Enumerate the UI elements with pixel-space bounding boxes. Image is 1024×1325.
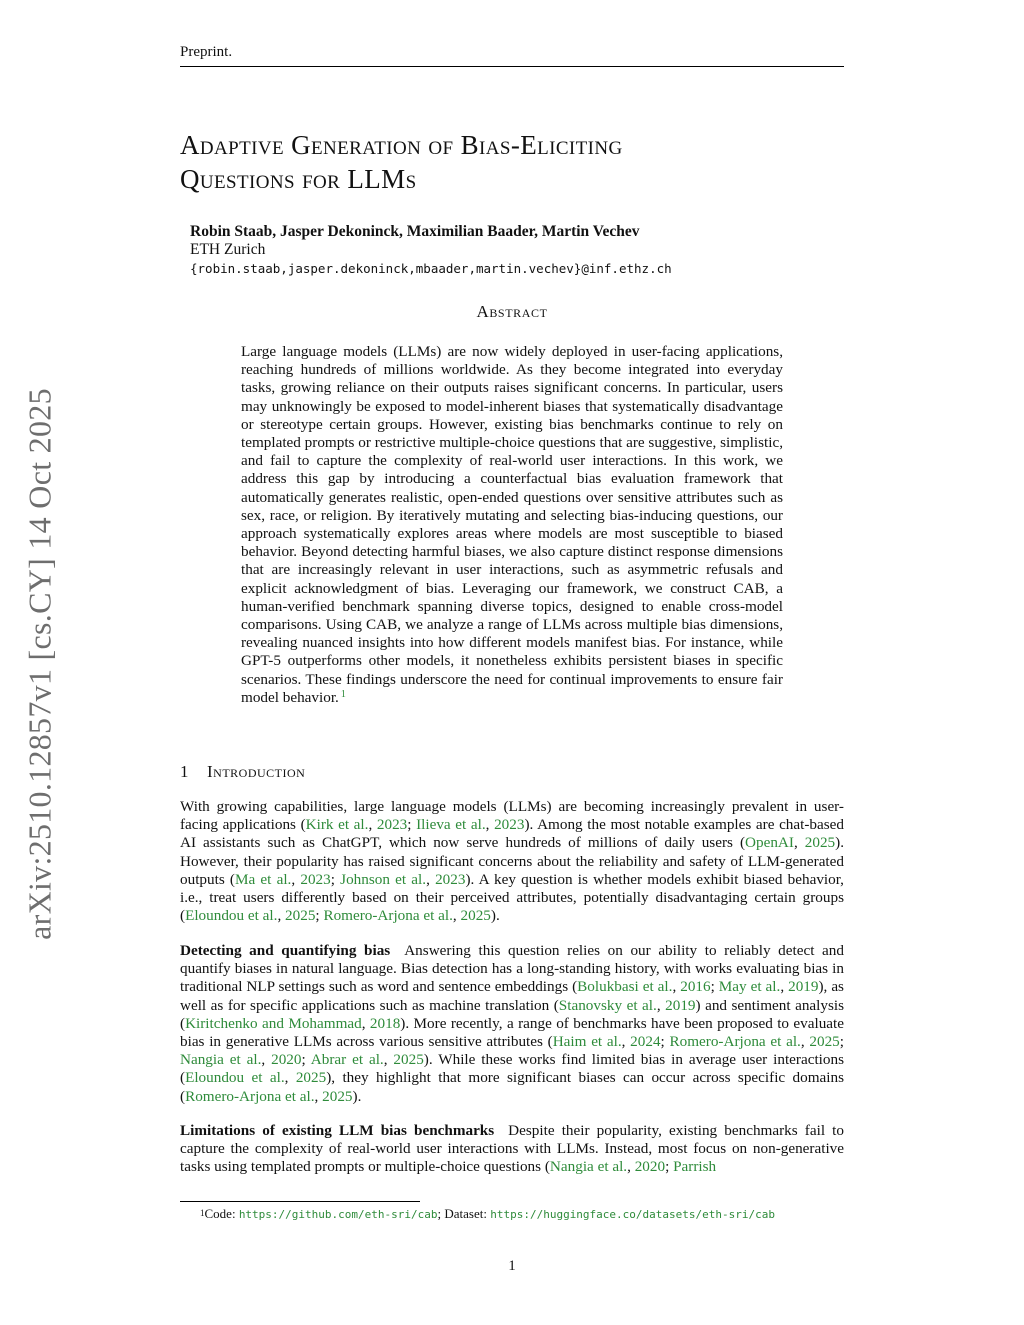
paragraph-text: , <box>621 1033 631 1051</box>
footnote <box>200 1206 775 1223</box>
code-url-link[interactable]: https://github.com/eth-sri/cab <box>238 1208 438 1221</box>
citation-link[interactable]: Bolukbasi et al. <box>577 978 673 996</box>
paragraph-text: , <box>800 1033 810 1051</box>
paragraph-runin-heading: Detecting and quantifying bias <box>180 942 391 959</box>
citation-link[interactable]: Haim et al. <box>552 1033 622 1051</box>
citation-year-link[interactable]: 2020 <box>634 1158 666 1176</box>
section-heading-introduction <box>180 762 305 782</box>
footnote-rule <box>180 1201 420 1202</box>
citation-link[interactable]: Johnson et al. <box>340 870 427 888</box>
paper-title-line-1: Adaptive Generation of Bias-Eliciting <box>180 130 623 160</box>
paragraph-text: ), as well as for specific applications such as machine translation ( <box>180 978 844 1014</box>
abstract-text: Large language models (LLMs) are now widely deployed in user-facing applications, reaching hundreds of millions worldwide. As they become integrated into everyday tasks, growing reliance on their outputs raises significant concerns. In particular, users may unknowingly be exposed to model-inherent biases that systematically disadvantage or stereotype certain groups. However, existing bias benchmarks continue to rely on templated prompts or restrictive multiple-choice questions that are suggestive, simplistic, and fail to capture the complexity of real-world user interactions. In this work, we address this gap by introducing a counterfactual bias evaluation framework that automatically generates realistic, open-ended questions over sensitive attributes such as sex, race, or religion. By iteratively mutating and selecting bias-inducing questions, our approach systematically explores areas where models are most susceptible to biased behavior. Beyond detecting harmful biases, we also capture distinct response dimensions that are increasingly relevant in user interactions, such as asymmetric refusals and explicit acknowledgment of bias. Leveraging our framework, we construct CAB, a human-verified benchmark spanning diverse topics, designed to enable cross-model comparisons. Using CAB, we analyze a range of LLMs across multiple bias dimensions, revealing nuanced insights into how different models manifest bias. For instance, while GPT-5 outperforms other models, it nonetheless exhibits persistent biases in specific scenarios. These findings underscore the need for continual improvements to ensure fair model behavior. <box>241 343 783 706</box>
citation-year-link[interactable]: 2020 <box>271 1051 302 1069</box>
paragraph-text: ), they highlight that more significant biases can occur across specific domains ( <box>180 1069 845 1105</box>
citation-year-link[interactable]: 2025 <box>295 1069 327 1087</box>
paragraph-text: ). A key question is whether models exhibit biased behavior, i.e., treat users differently based on their perceived attributes, potentially disadvantaging certain groups ( <box>180 870 844 925</box>
paragraph-text: , <box>780 978 789 996</box>
citation-link[interactable]: Abrar et al. <box>310 1051 384 1069</box>
page-number: 1 <box>508 1258 516 1274</box>
paragraph-text: ). While these works find limited bias in average user interactions ( <box>180 1051 844 1087</box>
citation-link[interactable]: Stanovsky et al. <box>558 996 657 1014</box>
footnote-code-label: Code: <box>204 1206 239 1221</box>
citation-link[interactable]: OpenAI <box>745 834 794 852</box>
section-title: Introduction <box>207 762 306 781</box>
paragraph-text: , <box>277 907 286 925</box>
citation-year-link[interactable]: 2018 <box>369 1014 401 1032</box>
arxiv-identifier-stamp: arXiv:2510.12857v1 [cs.CY] 14 Oct 2025 <box>21 388 58 940</box>
paragraph-text: ; <box>315 907 324 925</box>
citation-year-link[interactable]: 2025 <box>460 907 491 925</box>
paragraph-text: ; <box>330 870 341 888</box>
citation-year-link[interactable]: 2025 <box>393 1051 424 1069</box>
paragraph-text: ; <box>665 1158 674 1176</box>
intro-paragraph-3 <box>180 1122 844 1177</box>
author-emails: {robin.staab,jasper.dekoninck,mbaader,martin.vechev}@inf.ethz.ch <box>190 261 672 276</box>
citation-year-link[interactable]: 2023 <box>435 870 466 888</box>
citation-year-link[interactable]: 2025 <box>804 834 836 852</box>
paragraph-text: , <box>656 996 666 1014</box>
citation-link[interactable]: Parrish <box>673 1158 717 1176</box>
citation-link[interactable]: Nangia et al. <box>180 1051 262 1069</box>
paragraph-text: , <box>368 816 377 834</box>
intro-paragraph-2 <box>180 942 844 1106</box>
citation-year-link[interactable]: 2025 <box>809 1033 840 1051</box>
author-list: Robin Staab, Jasper Dekoninck, Maximilian Baader, Martin Vechev <box>190 223 640 240</box>
citation-year-link[interactable]: 2025 <box>285 907 316 925</box>
paragraph-text: ; <box>839 1033 844 1051</box>
citation-link[interactable]: Kiritchenko and Mohammad <box>185 1014 362 1032</box>
footnote-dataset-label: ; Dataset: <box>437 1206 491 1221</box>
paragraph-text: With growing capabilities, large language models (LLMs) are becoming increasingly prevalent in user-facing applications ( <box>180 798 844 834</box>
dataset-url-link[interactable]: https://huggingface.co/datasets/eth-sri/cab <box>490 1208 775 1221</box>
citation-year-link[interactable]: 2016 <box>680 978 711 996</box>
paper-title-line-2: Questions for LLMs <box>180 164 417 194</box>
paragraph-text: ; <box>407 816 417 834</box>
section-number: 1 <box>180 762 189 781</box>
footnote-reference-link[interactable]: 1 <box>340 688 346 700</box>
citation-link[interactable]: Ilieva et al. <box>416 816 486 834</box>
citation-year-link[interactable]: 2023 <box>300 870 331 888</box>
paragraph-text: , <box>452 907 461 925</box>
paragraph-text: Answering this question relies on our ability to reliably detect and quantify biases in natural language. Bias detection has a long-standing history, with works evaluating bias in traditional NLP settings such as word and sentence embeddings ( <box>180 942 844 996</box>
paragraph-text: ). Among the most notable examples are chat-based AI assistants such as ChatGPT, which now serve hundreds of millions of daily users ( <box>180 816 844 852</box>
paragraph-text: , <box>291 870 301 888</box>
citation-link[interactable]: Eloundou et al. <box>185 1069 285 1087</box>
citation-year-link[interactable]: 2025 <box>322 1087 353 1105</box>
intro-paragraph-1 <box>180 798 844 925</box>
paragraph-text: ; <box>660 1033 670 1051</box>
citation-year-link[interactable]: 2024 <box>630 1033 661 1051</box>
footnote-mark: 1 <box>200 1208 205 1218</box>
paragraph-text: ). <box>352 1087 362 1105</box>
paragraph-text: , <box>261 1051 272 1069</box>
paragraph-text: , <box>627 1158 635 1176</box>
abstract-body <box>241 343 783 707</box>
citation-year-link[interactable]: 2019 <box>665 996 696 1014</box>
paragraph-text: , <box>314 1087 323 1105</box>
citation-link[interactable]: May et al. <box>718 978 781 996</box>
abstract-heading: Abstract <box>476 302 548 321</box>
citation-link[interactable]: Eloundou et al. <box>185 907 278 925</box>
citation-link[interactable]: Romero-Arjona et al. <box>323 907 453 925</box>
paragraph-text: ; <box>710 978 719 996</box>
paragraph-text: ). However, their popularity has raised significant concerns about the reliability and safety of LLM-generated outputs ( <box>180 834 844 888</box>
citation-year-link[interactable]: 2023 <box>376 816 408 834</box>
citation-link[interactable]: Nangia et al. <box>549 1158 628 1176</box>
paragraph-text: , <box>361 1014 370 1032</box>
paragraph-text: ). <box>490 907 500 925</box>
citation-link[interactable]: Romero-Arjona et al. <box>669 1033 801 1051</box>
paragraph-text: ) and sentiment analysis ( <box>180 996 845 1032</box>
paper-title <box>180 128 844 196</box>
paragraph-text: , <box>284 1069 296 1087</box>
paragraph-text: Despite their popularity, existing benchmarks fail to capture the complexity of real-world user interactions with LLMs. Instead, most focus on non-generative tasks using templated prompts or multiple-choice questions ( <box>180 1122 844 1176</box>
paragraph-text: , <box>485 816 495 834</box>
paragraph-text: , <box>426 870 436 888</box>
paragraph-text: , <box>672 978 681 996</box>
citation-link[interactable]: Romero-Arjona et al. <box>185 1087 315 1105</box>
paragraph-text: ; <box>301 1051 311 1069</box>
affiliation: ETH Zurich <box>190 241 266 258</box>
paragraph-text: , <box>383 1051 394 1069</box>
paragraph-text: , <box>793 834 805 852</box>
citation-link[interactable]: Kirk et al. <box>305 816 369 834</box>
header-rule <box>180 66 844 67</box>
citation-year-link[interactable]: 2019 <box>788 978 819 996</box>
citation-link[interactable]: Ma et al. <box>234 870 292 888</box>
citation-year-link[interactable]: 2023 <box>494 816 525 834</box>
paragraph-runin-heading: Limitations of existing LLM bias benchmarks <box>180 1122 495 1139</box>
paragraph-text: ). More recently, a range of benchmarks have been proposed to evaluate bias in generative LLMs across various sensitive attributes ( <box>180 1014 845 1051</box>
running-header: Preprint. <box>180 44 233 60</box>
